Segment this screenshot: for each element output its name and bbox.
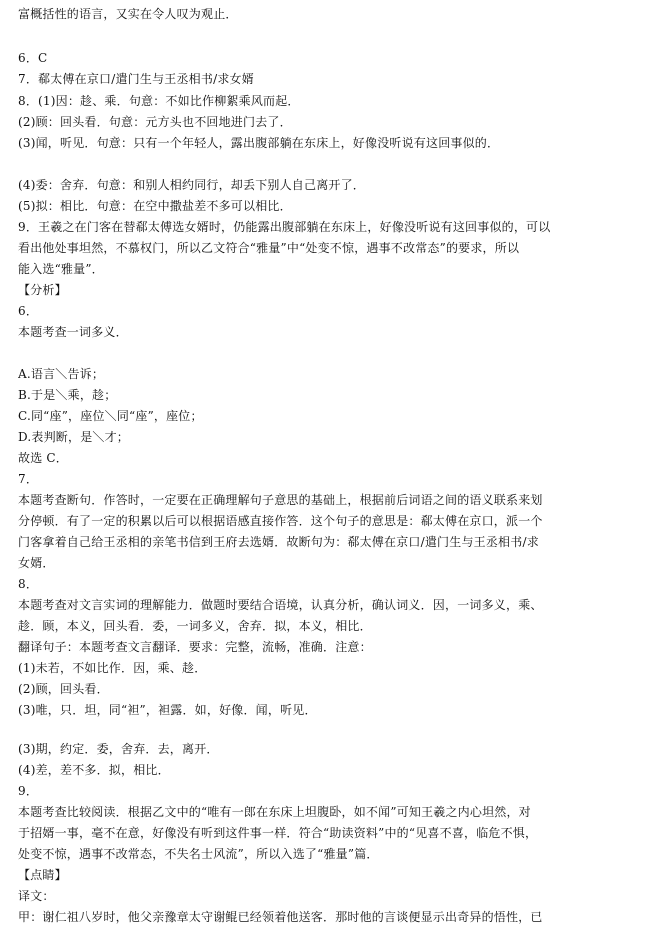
section-heading: 【点睛】 — [18, 868, 67, 882]
text-line: 译文： — [18, 889, 55, 903]
text-line: 本题考查比较阅读．根据乙文中的“唯有一郎在东床上坦腹卧，如不闻”可知王羲之内心坦然，对 — [18, 805, 531, 819]
text-line: (3)唯，只．坦，同“袒”，袒露．如，好像．闻，听见． — [18, 703, 317, 717]
option-line: A.语言＼告诉； — [18, 367, 105, 381]
answer-line: 8．(1)因：趁、乘．句意：不如比作柳絮乘风而起． — [18, 94, 300, 108]
answer-line: (4)委：舍弃．句意：和别人相约同行，却丢下别人自己离开了． — [18, 178, 366, 192]
answer-line: 9．王羲之在门客在替郗太傅选女婿时，仍能露出腹部躺在东床上，好像没听说有这回事似的，可以 — [18, 220, 551, 234]
answer-line: (5)拟：相比．句意：在空中撒盐差不多可以相比． — [18, 199, 292, 213]
option-line: B.于是＼乘，趁； — [18, 388, 117, 402]
question-number: 7． — [18, 472, 39, 486]
answer-line: (3)闻，听见．句意：只有一个年轻人，露出腹部躺在东床上，好像没听说有这回事似的． — [18, 136, 500, 150]
text-line: 故选 C． — [18, 451, 68, 465]
question-number: 6． — [18, 304, 39, 318]
answer-line: 6．C — [18, 51, 48, 65]
question-number: 9． — [18, 784, 39, 798]
text-line: (2)顾，回头看． — [18, 682, 109, 696]
text-line: (4)差，差不多．拟，相比． — [18, 763, 170, 777]
answer-line: 7．郗太傅在京口/遣门生与王丞相书/求女婿 — [18, 72, 254, 86]
text-line: 翻译句子：本题考查文言翻译．要求：完整，流畅，准确．注意： — [18, 640, 372, 654]
option-line: D.表判断，是＼才； — [18, 430, 130, 444]
answer-line: 能入选“雅量”． — [18, 262, 104, 276]
text-line: 本题考查断句．作答时，一定要在正确理解句子意思的基础上，根据前后词语之间的语义联系来划 — [18, 493, 543, 507]
text-line: 本题考查对文言实词的理解能力．做题时要结合语境，认真分析，确认词义．因，一词多义，乘、 — [18, 598, 543, 612]
text-line: 女婿． — [18, 556, 55, 570]
question-number: 8． — [18, 577, 39, 591]
section-heading: 【分析】 — [18, 283, 67, 297]
text-line: 本题考查一词多义． — [18, 325, 128, 339]
option-line: C.同“座”，座位＼同“座”，座位； — [18, 409, 203, 423]
text-line: 于招婿一事，毫不在意，好像没有听到这件事一样．符合“助读资料”中的“见喜不喜，临危不惧， — [18, 826, 538, 840]
text-line: 富概括性的语言，又实在令人叹为观止． — [18, 7, 238, 21]
text-line: (3)期，约定．委，舍弃．去，离开． — [18, 742, 219, 756]
text-line: 处变不惊，遇事不改常态，不失名士风流”，所以入选了“雅量”篇． — [18, 847, 379, 861]
answer-line: 看出他处事坦然，不慕权门，所以乙文符合“雅量”中“处变不惊，遇事不改常态”的要求，所以 — [18, 241, 520, 255]
text-line: 分停顿．有了一定的积累以后可以根据语感直接作答．这个句子的意思是：郗太傅在京口，派一个 — [18, 514, 543, 528]
text-line: (1)未若，不如比作．因，乘、趁． — [18, 661, 207, 675]
text-line: 门客拿着自己给王丞相的亲笔书信到王府去选婿．故断句为：郗太傅在京口/遣门生与王丞相书/求 — [18, 535, 539, 549]
answer-line: (2)顾：回头看．句意：元方头也不回地进门去了． — [18, 115, 292, 129]
text-line: 趁．顾，本义，回头看．委，一词多义，舍弃．拟，本义，相比． — [18, 619, 372, 633]
text-line: 甲：谢仁祖八岁时，他父亲豫章太守谢鲲已经领着他送客．那时他的言谈便显示出奇异的悟性，已 — [18, 910, 543, 924]
